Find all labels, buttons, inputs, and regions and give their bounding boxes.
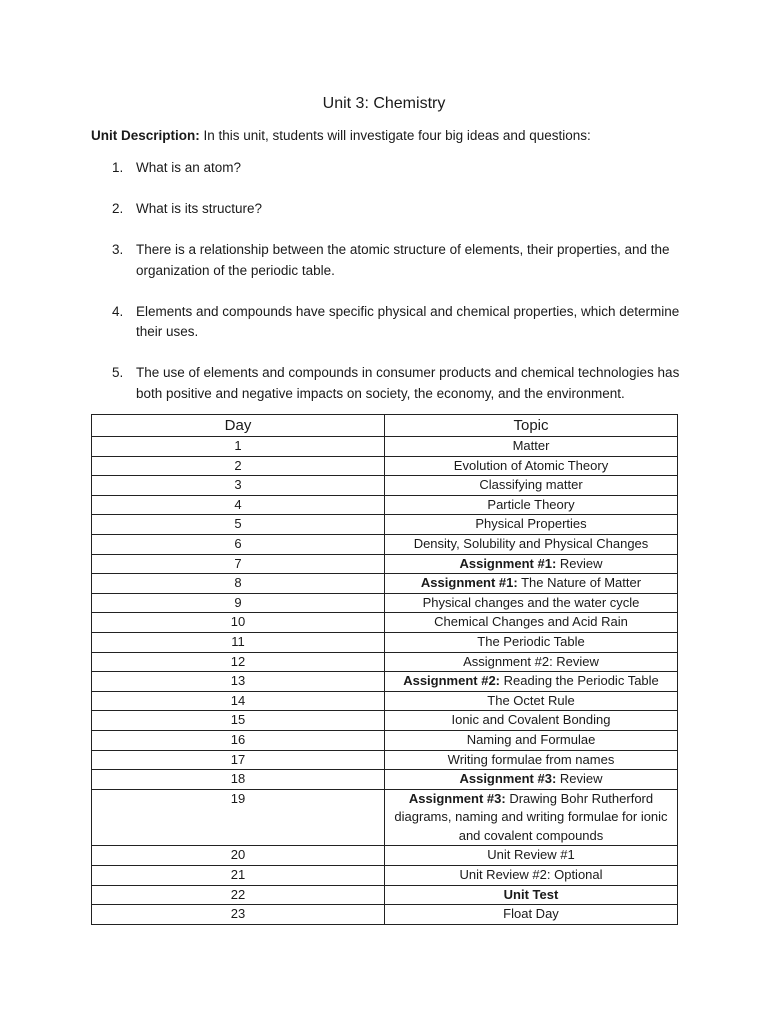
table-row xyxy=(92,730,678,750)
topic-text: Particle Theory xyxy=(487,496,575,512)
day-column-header: Day xyxy=(92,415,385,437)
table-row xyxy=(92,866,678,886)
topic-text: Chemical Changes and Acid Rain xyxy=(434,614,628,630)
topic-text: Ionic and Covalent Bonding xyxy=(451,712,611,728)
table-row xyxy=(92,846,678,866)
topic-text: Classifying matter xyxy=(479,477,583,493)
topic-cell xyxy=(385,672,678,692)
table-row xyxy=(92,554,678,574)
topic-cell xyxy=(385,905,678,925)
list-item xyxy=(91,158,681,179)
topic-bold-prefix: Unit Test xyxy=(503,886,559,902)
topic-bold-prefix: Assignment #1: xyxy=(459,555,557,571)
day-cell: 23 xyxy=(92,905,385,925)
topic-cell xyxy=(385,730,678,750)
unit-description xyxy=(91,128,691,143)
table-row xyxy=(92,750,678,770)
day-cell: 14 xyxy=(92,691,385,711)
topic-text: The Periodic Table xyxy=(477,633,585,649)
topic-cell xyxy=(385,515,678,535)
big-ideas-list xyxy=(91,158,681,425)
topic-text: Float Day xyxy=(503,906,559,922)
topic-text: Review xyxy=(556,555,603,571)
table-row xyxy=(92,515,678,535)
topic-text: Reading the Periodic Table xyxy=(500,673,659,689)
topic-cell xyxy=(385,711,678,731)
day-cell: 8 xyxy=(92,574,385,594)
table-row xyxy=(92,437,678,457)
topic-cell xyxy=(385,495,678,515)
table-row xyxy=(92,574,678,594)
topic-cell xyxy=(385,652,678,672)
list-item-text: There is a relationship between the atomic structure of elements, their properties, and the organization of the periodic table. xyxy=(136,242,670,278)
topic-text: Drawing Bohr Rutherford diagrams, naming and writing formulae for ionic and covalent compounds xyxy=(394,790,668,843)
table-row xyxy=(92,691,678,711)
unit-description-label: Unit Description: xyxy=(91,128,200,143)
list-item-number: 5. xyxy=(112,365,124,380)
table-row xyxy=(92,711,678,731)
topic-bold-prefix: Assignment #1: xyxy=(420,575,518,591)
topic-text: Naming and Formulae xyxy=(466,731,596,747)
topic-text: Unit Review #1 xyxy=(487,847,575,863)
day-cell: 11 xyxy=(92,632,385,652)
day-cell: 10 xyxy=(92,613,385,633)
day-cell: 12 xyxy=(92,652,385,672)
schedule-table xyxy=(91,414,678,925)
page-title: Unit 3: Chemistry xyxy=(322,95,446,112)
topic-text: Physical Properties xyxy=(475,516,587,532)
table-row xyxy=(92,613,678,633)
day-cell: 17 xyxy=(92,750,385,770)
table-row xyxy=(92,593,678,613)
topic-cell xyxy=(385,750,678,770)
topic-text: Unit Review #2: Optional xyxy=(459,867,603,883)
list-item xyxy=(91,363,681,404)
list-item-number: 3. xyxy=(112,242,124,257)
topic-cell xyxy=(385,593,678,613)
topic-cell xyxy=(385,574,678,594)
table-row xyxy=(92,495,678,515)
topic-text: Density, Solubility and Physical Changes xyxy=(413,535,649,551)
table-row xyxy=(92,789,678,846)
schedule-table-body xyxy=(92,437,678,925)
topic-cell xyxy=(385,632,678,652)
topic-text: Review xyxy=(556,771,603,787)
topic-cell xyxy=(385,691,678,711)
table-row xyxy=(92,885,678,905)
topic-cell xyxy=(385,437,678,457)
day-cell: 16 xyxy=(92,730,385,750)
day-cell: 7 xyxy=(92,554,385,574)
topic-cell xyxy=(385,456,678,476)
list-item-text: Elements and compounds have specific physical and chemical properties, which determine their uses. xyxy=(136,303,680,339)
table-row xyxy=(92,652,678,672)
day-cell: 6 xyxy=(92,534,385,554)
topic-cell xyxy=(385,885,678,905)
topic-cell xyxy=(385,770,678,790)
topic-text: Writing formulae from names xyxy=(447,751,615,767)
list-item-text: What is its structure? xyxy=(136,201,263,216)
topic-text: Evolution of Atomic Theory xyxy=(453,457,609,473)
table-row xyxy=(92,476,678,496)
day-cell: 20 xyxy=(92,846,385,866)
list-item-text: What is an atom? xyxy=(136,160,242,175)
topic-text: The Nature of Matter xyxy=(517,575,642,591)
day-cell: 22 xyxy=(92,885,385,905)
day-cell: 21 xyxy=(92,866,385,886)
day-cell: 13 xyxy=(92,672,385,692)
day-cell: 19 xyxy=(92,789,385,846)
table-row xyxy=(92,456,678,476)
unit-description-text: In this unit, students will investigate four big ideas and questions: xyxy=(199,128,591,143)
topic-bold-prefix: Assignment #3: xyxy=(459,771,557,787)
topic-text: The Octet Rule xyxy=(487,692,575,708)
topic-text: Matter xyxy=(512,438,550,453)
topic-column-header: Topic xyxy=(385,415,678,437)
list-item-text: The use of elements and compounds in consumer products and chemical technologies has both positive and negative impacts on society, the economy, and the environment. xyxy=(136,365,680,401)
list-item xyxy=(91,240,681,281)
list-item xyxy=(91,199,681,220)
day-cell: 18 xyxy=(92,770,385,790)
table-row xyxy=(92,770,678,790)
list-item xyxy=(91,302,681,343)
day-cell: 15 xyxy=(92,711,385,731)
table-row xyxy=(92,905,678,925)
topic-text: Assignment #2: Review xyxy=(463,653,599,669)
table-row xyxy=(92,632,678,652)
topic-cell xyxy=(385,613,678,633)
topic-cell xyxy=(385,476,678,496)
topic-cell xyxy=(385,846,678,866)
list-item-number: 1. xyxy=(112,160,124,175)
topic-cell xyxy=(385,534,678,554)
day-cell: 3 xyxy=(92,476,385,496)
topic-text: Physical changes and the water cycle xyxy=(422,594,640,610)
table-header-row xyxy=(92,415,678,437)
day-cell: 1 xyxy=(92,437,385,457)
topic-cell xyxy=(385,866,678,886)
day-cell: 9 xyxy=(92,593,385,613)
topic-bold-prefix: Assignment #3: xyxy=(408,790,506,806)
list-item-number: 4. xyxy=(112,303,124,319)
topic-cell xyxy=(385,554,678,574)
table-row xyxy=(92,534,678,554)
day-cell: 2 xyxy=(92,456,385,476)
topic-cell xyxy=(385,789,678,846)
table-row xyxy=(92,672,678,692)
topic-bold-prefix: Assignment #2: xyxy=(403,673,501,689)
day-cell: 5 xyxy=(92,515,385,535)
day-cell: 4 xyxy=(92,495,385,515)
list-item-number: 2. xyxy=(112,201,124,216)
